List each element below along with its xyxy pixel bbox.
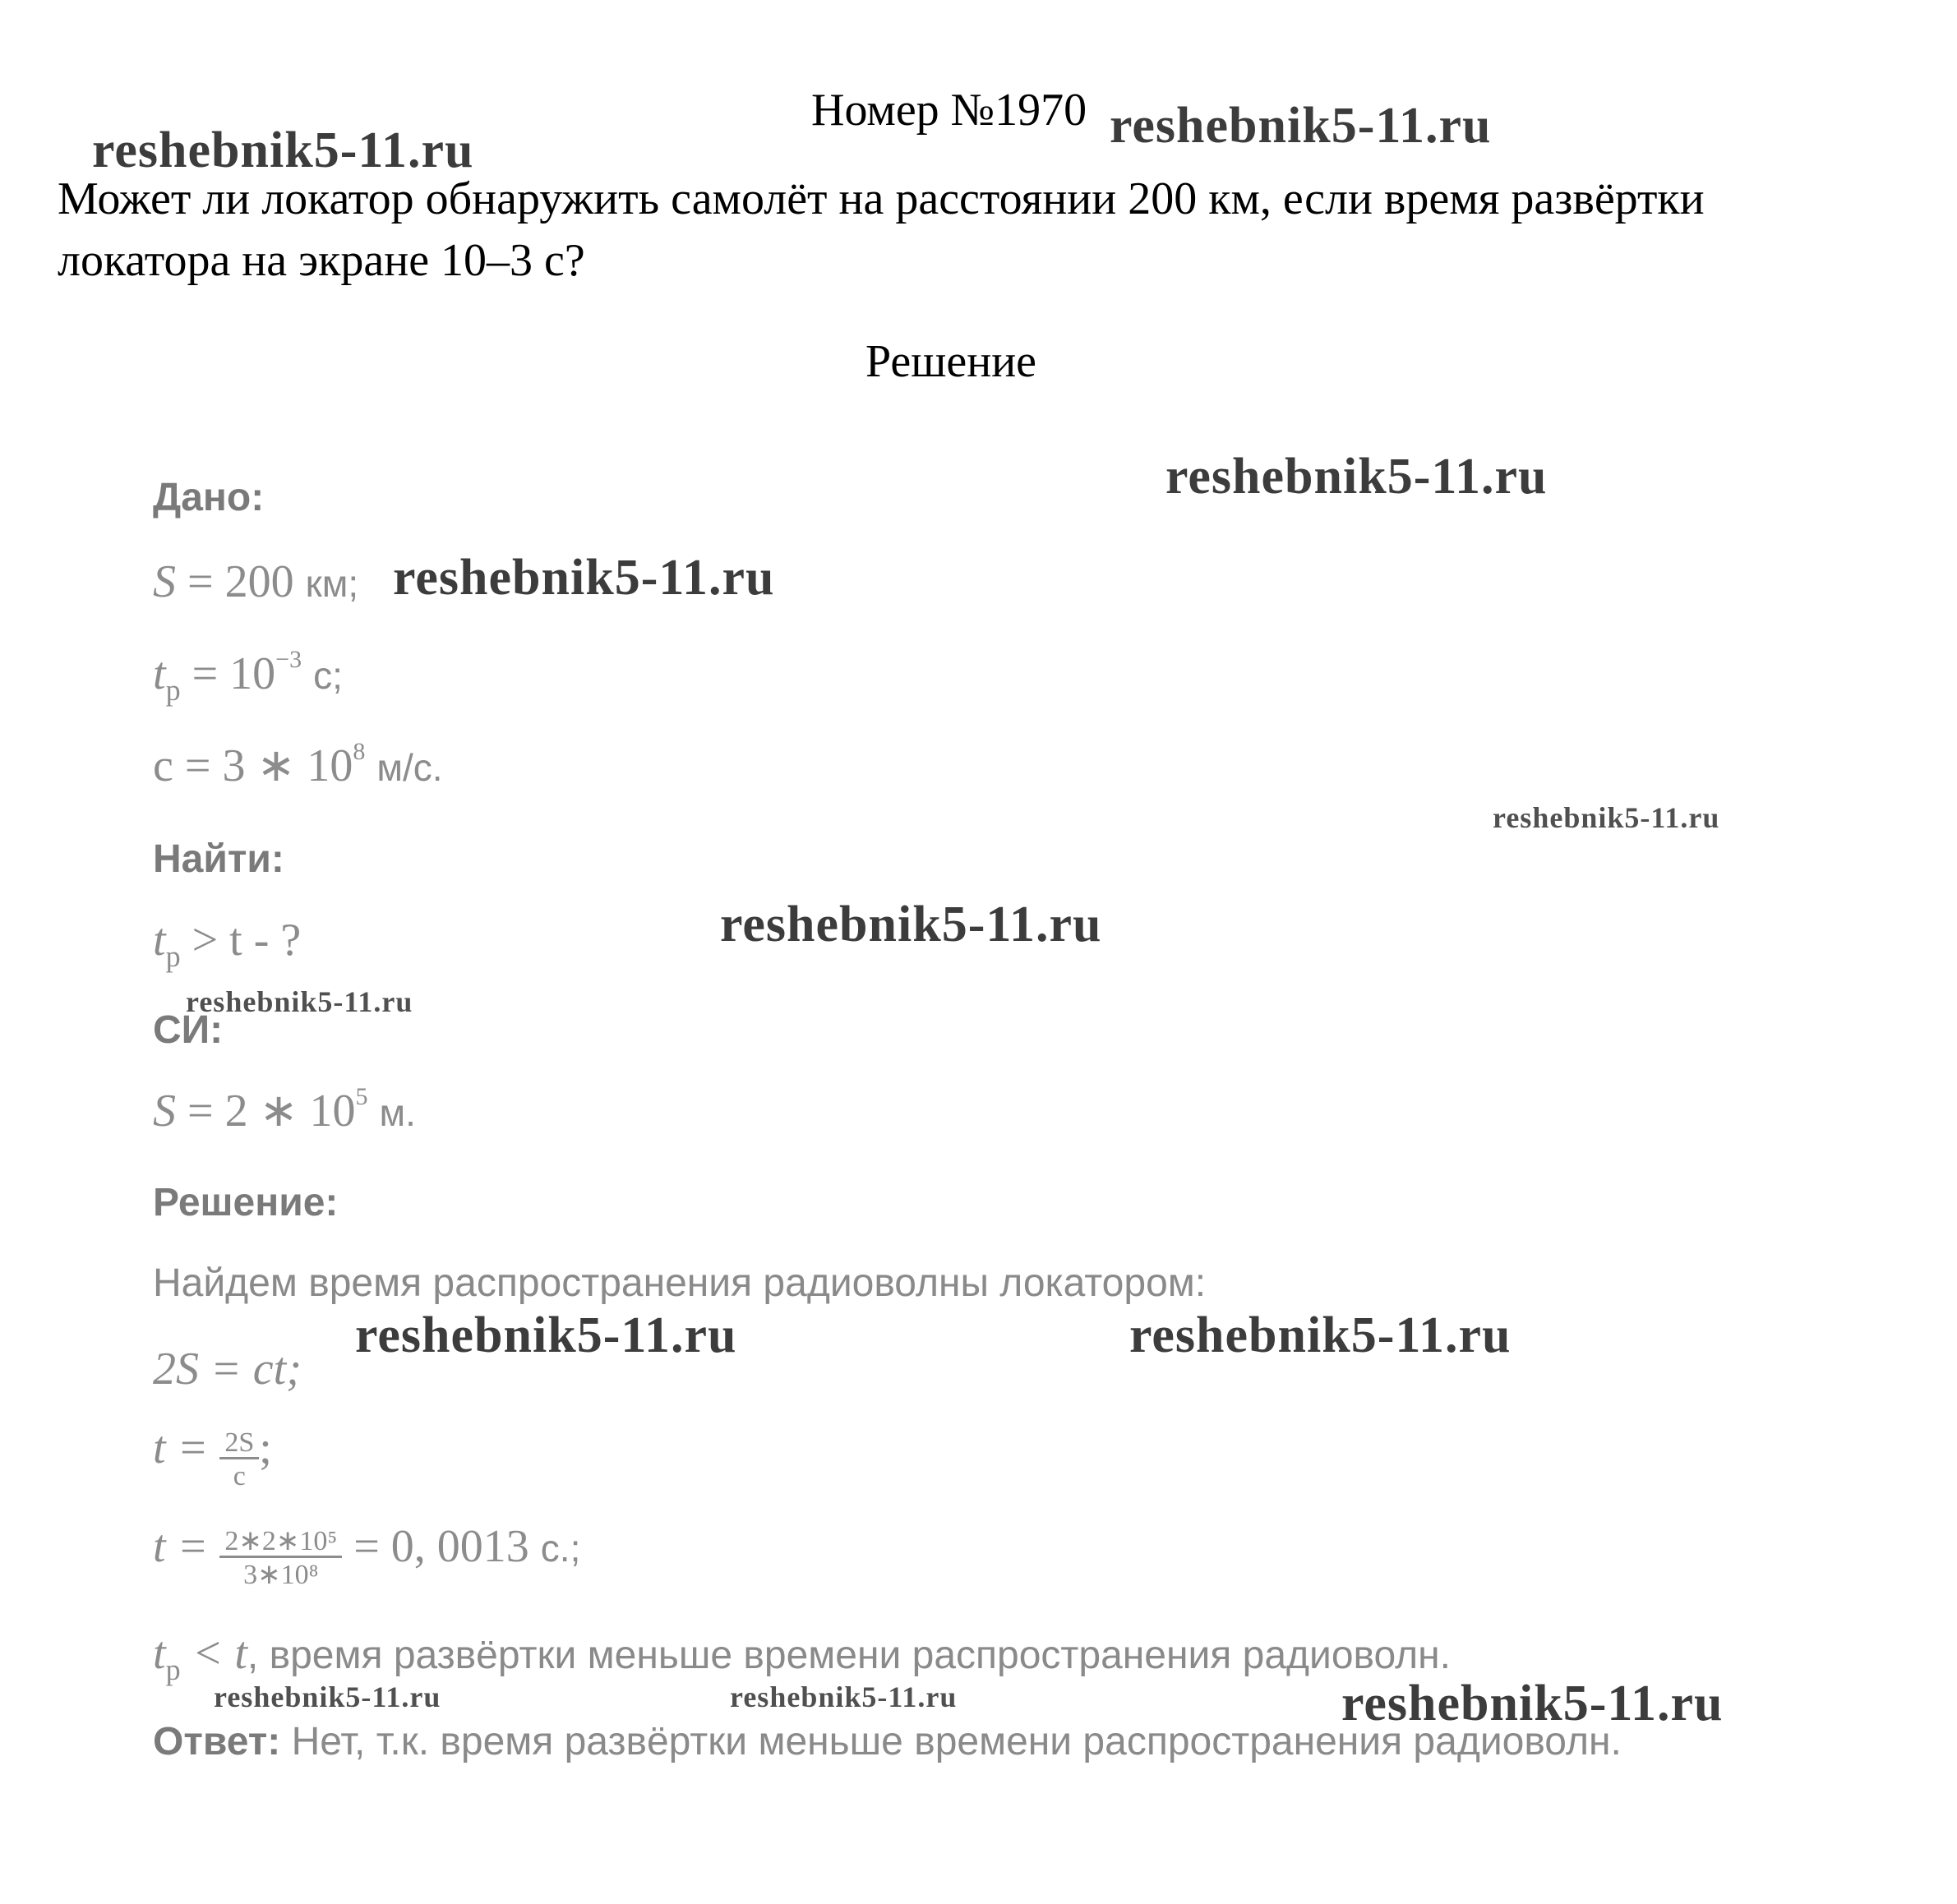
watermark-4: reshebnik5-11.ru bbox=[393, 550, 775, 606]
comparison-line: $t_р < t$, время развёртки меньше времени распространения радиоволн. bbox=[153, 1628, 1451, 1686]
solution-label: Решение: bbox=[153, 1181, 339, 1224]
given-label: Дано: bbox=[153, 476, 265, 519]
watermark-1: reshebnik5-11.ru bbox=[92, 122, 474, 178]
given-distance: S = 200 км; bbox=[153, 556, 359, 607]
si-label: СИ: bbox=[153, 1008, 224, 1052]
problem-number: Номер №1970 bbox=[811, 85, 1087, 136]
watermark-5: reshebnik5-11.ru bbox=[1493, 801, 1720, 834]
question-line-2: локатора на экране 10–3 с? bbox=[58, 235, 585, 286]
given-scan-time: $t_р = 10^{-3}$ с; bbox=[153, 646, 343, 707]
answer-line: Ответ: Нет, т.к. время развёртки меньше времени распространения радиоволн. bbox=[153, 1720, 1622, 1763]
watermark-12: reshebnik5-11.ru bbox=[1341, 1676, 1724, 1731]
equation-3: t = $\frac{\text{2∗2∗10⁵}}{\text{3∗10⁸}}$ = 0, 0013 с.; bbox=[153, 1521, 581, 1590]
watermark-2: reshebnik5-11.ru bbox=[1110, 98, 1492, 154]
watermark-10: reshebnik5-11.ru bbox=[214, 1680, 441, 1713]
find-label: Найти: bbox=[153, 837, 284, 881]
solution-heading: Решение bbox=[865, 336, 1037, 387]
watermark-11: reshebnik5-11.ru bbox=[730, 1680, 958, 1713]
watermark-9: reshebnik5-11.ru bbox=[1129, 1307, 1512, 1363]
equation-1: 2S = ct; bbox=[153, 1344, 302, 1395]
watermark-8: reshebnik5-11.ru bbox=[355, 1307, 737, 1363]
watermark-6: reshebnik5-11.ru bbox=[720, 897, 1102, 952]
si-distance: S = 2 ∗ $10^5$ м. bbox=[153, 1083, 416, 1136]
question-line-1: Может ли локатор обнаружить самолёт на расстоянии 200 км, если время развёртки bbox=[58, 173, 1705, 224]
find-expression: $t_р > t$ - ? bbox=[153, 915, 302, 973]
given-light-speed: c = 3 ∗ $10^8$ м/с. bbox=[153, 738, 443, 791]
watermark-7: reshebnik5-11.ru bbox=[186, 985, 413, 1018]
watermark-3: reshebnik5-11.ru bbox=[1165, 449, 1548, 505]
solution-step-text: Найдем время распространения радиоволны локатором: bbox=[153, 1261, 1207, 1305]
equation-2: t = $\frac{2S}{c}$ ; bbox=[153, 1422, 272, 1491]
